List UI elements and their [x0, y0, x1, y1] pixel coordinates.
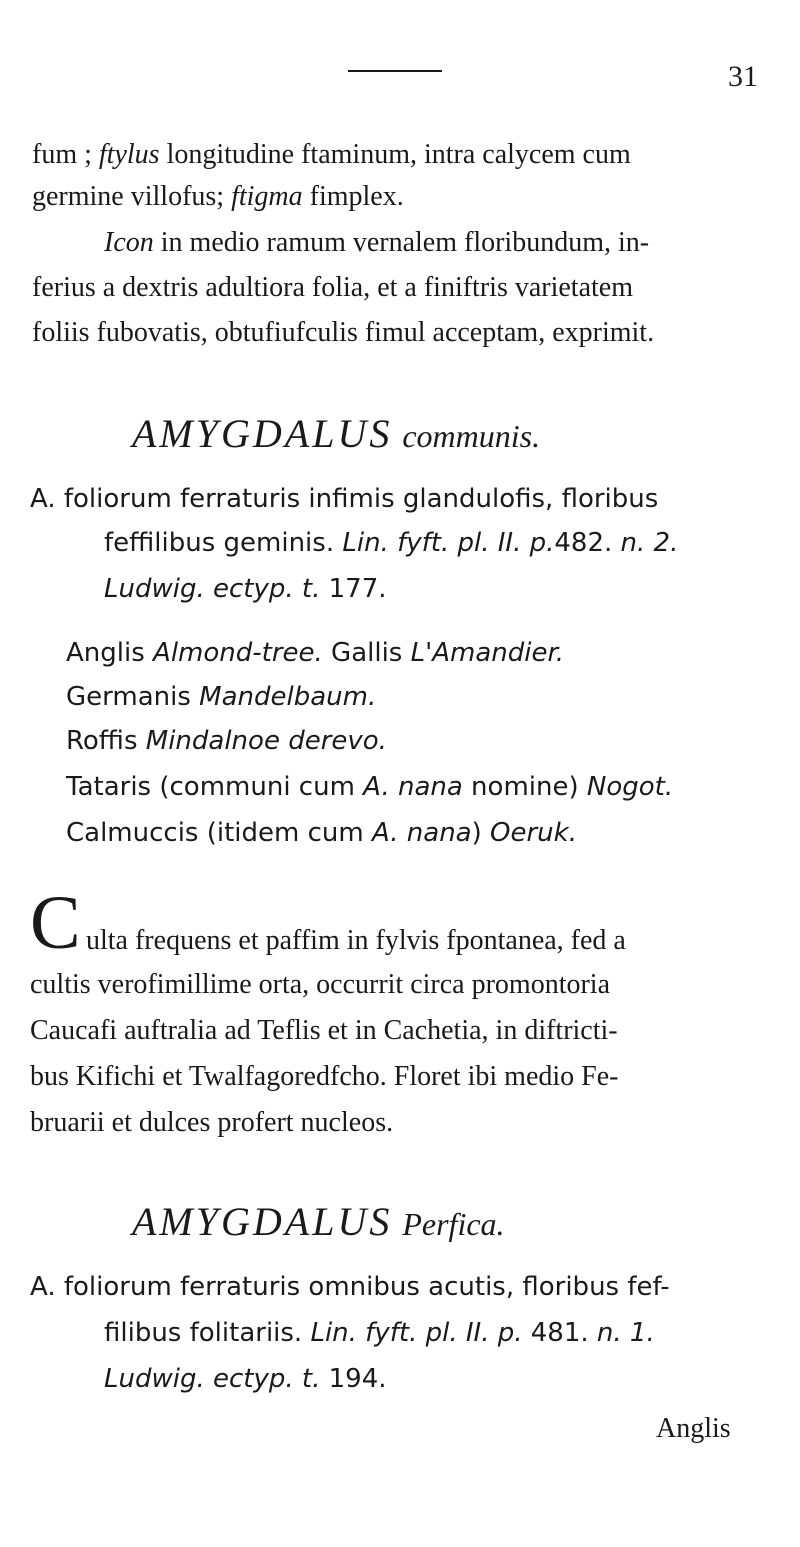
species-heading-communis: AMYGDALUS communis. [132, 411, 541, 456]
page-number: 31 [728, 60, 758, 93]
vernacular-line-1: Anglis Almond-tree. Gallis L'Amandier. [66, 638, 565, 668]
species-heading-persica: AMYGDALUS Perfica. [132, 1199, 505, 1244]
vernacular-line-5: Calmuccis (itidem cum A. nana) Oeruk. [66, 818, 577, 848]
intro-line-1: fum ; ftylus longitudine ftaminum, intra calycem cum [32, 139, 631, 170]
habitat-line-5: bruarii et dulces profert nucleos. [30, 1107, 394, 1138]
header-rule [348, 70, 442, 72]
intro-line-2: germine villofus; ftigma fimplex. [32, 181, 404, 212]
diagnosis1-line-1: A. foliorum ferraturis infimis glandulofis, floribus [30, 484, 659, 514]
diagnosis2-line-2: filibus folitariis. Lin. fyft. pl. II. p. 481. n. 1. [104, 1318, 655, 1348]
diagnosis2-line-1: A. foliorum ferraturis omnibus acutis, floribus fef- [30, 1272, 670, 1302]
habitat-line-2: cultis verofimillime orta, occurrit circa promontoria [30, 969, 611, 1000]
habitat-line-1: ulta frequens et paffim in fylvis fpontanea, fed a [86, 925, 626, 956]
intro-line-3: Icon in medio ramum vernalem floribundum, in- [104, 227, 650, 258]
intro-line-5: foliis fubovatis, obtufiufculis fimul acceptam, exprimit. [32, 317, 655, 348]
diagnosis2-line-3: Ludwig. ectyp. t. 194. [104, 1364, 387, 1394]
vernacular-line-3: Roffis Mindalnoe derevo. [66, 726, 387, 756]
diagnosis1-line-2: feffilibus geminis. Lin. fyft. pl. II. p.482. n. 2. [104, 528, 679, 558]
drop-cap: C [30, 881, 81, 965]
habitat-line-4: bus Kifichi et Twalfagoredfcho. Floret ibi medio Fe- [30, 1061, 619, 1092]
vernacular-line-2: Germanis Mandelbaum. [66, 682, 377, 712]
diagnosis1-line-3: Ludwig. ectyp. t. 177. [104, 574, 387, 604]
intro-line-4: ferius a dextris adultiora folia, et a finiftris varietatem [32, 272, 633, 303]
habitat-line-3: Caucafi auftralia ad Teflis et in Cachetia, in diftricti- [30, 1015, 618, 1046]
catchword: Anglis [656, 1413, 731, 1444]
vernacular-line-4: Tataris (communi cum A. nana nomine) Nogot. [66, 772, 674, 802]
